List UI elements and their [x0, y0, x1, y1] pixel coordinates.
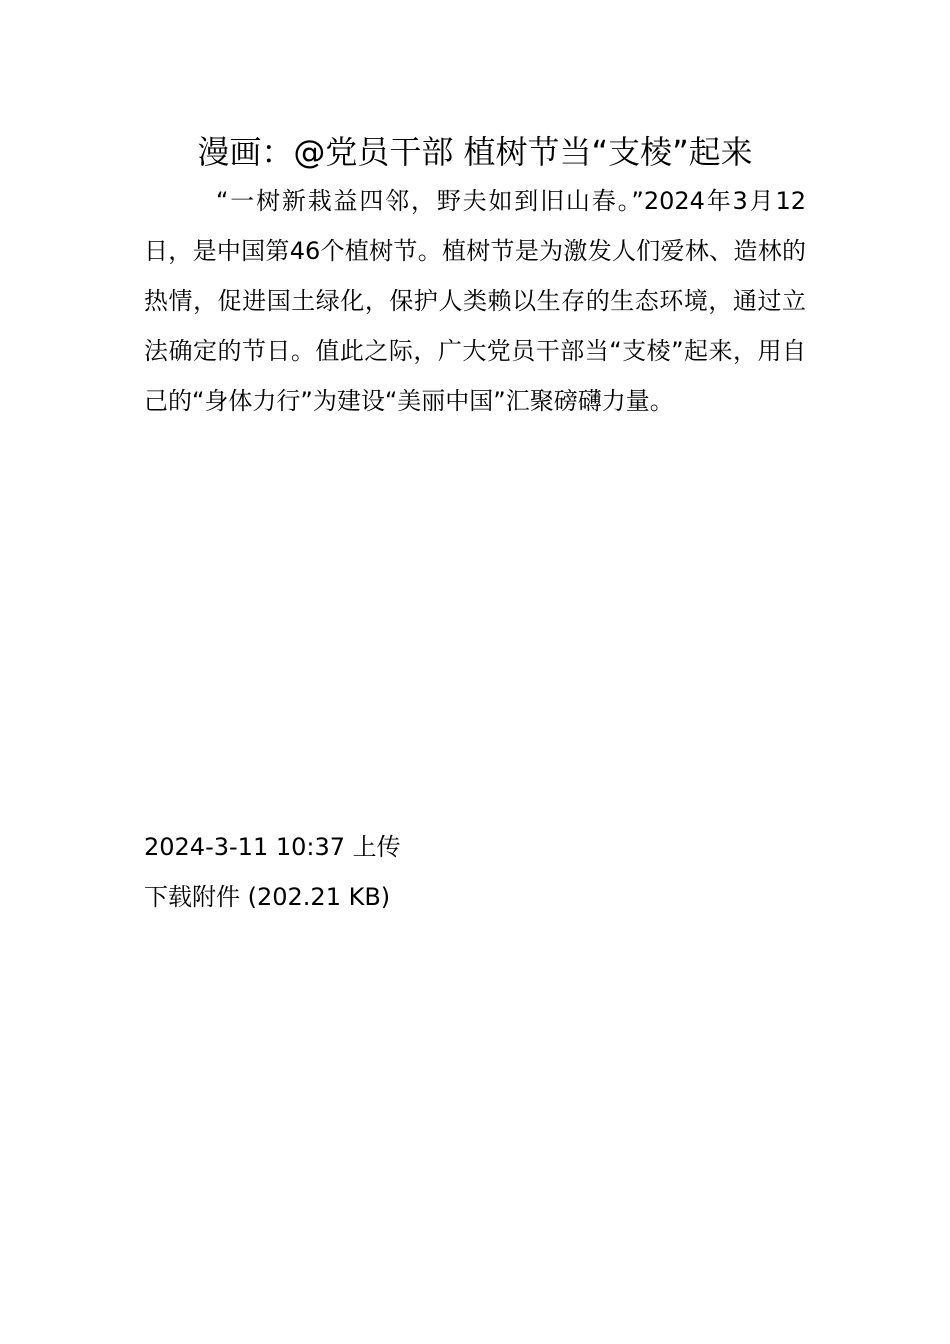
- article-body: “一树新栽益四邻，野夫如到旧山春。”2024年3月12日，是中国第46个植树节。植树节是为激发人们爱林、造林的热情，促进国土绿化，保护人类赖以生存的生态环境，通过立法确定的节日。值此之际，广大党员干部当“支棱”起来，用自己的“身体力行”为建设“美丽中国”汇聚磅礴力量。: [144, 187, 806, 415]
- article-title: 漫画：@党员干部 植树节当“支棱”起来: [197, 133, 753, 171]
- download-attachment-link[interactable]: 下载附件 (202.21 KB): [144, 883, 391, 911]
- upload-timestamp: 2024-3-11 10:37 上传: [144, 833, 401, 861]
